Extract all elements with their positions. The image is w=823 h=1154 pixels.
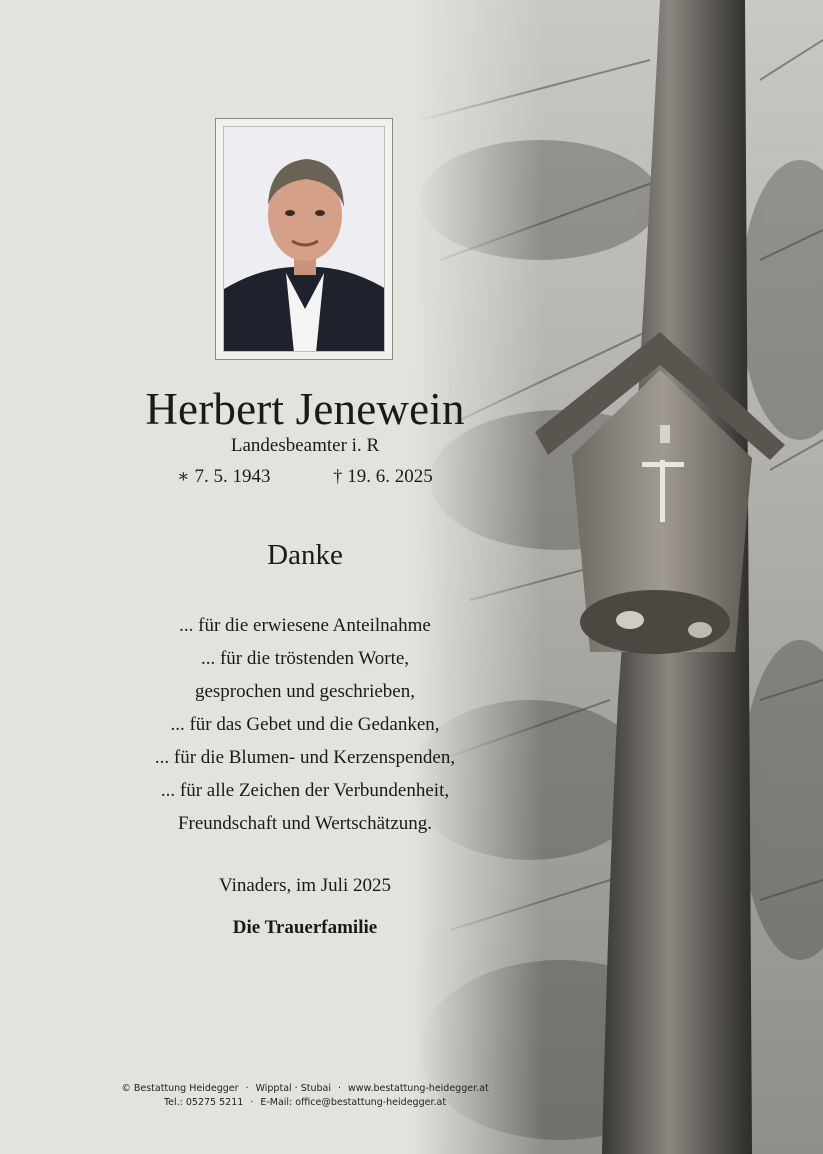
thanks-line: gesprochen und geschrieben, [194,681,415,702]
thanks-line: ... für die erwiesene Anteilnahme [179,615,431,636]
death-cross-icon: † [333,466,343,486]
deceased-occupation: Landesbeamter i. R [230,435,380,456]
signature: Die Trauerfamilie [232,917,378,938]
thanks-heading: Danke [267,539,343,571]
birth-date: 7. 5. 1943 [194,466,271,487]
thanks-line: ... für alle Zeichen der Verbundenheit, [160,780,450,801]
footer-phone: Tel.: 05275 5211 [163,1097,244,1108]
footer-line-2 [60,1096,550,1110]
thanks-line: ... für die Blumen- und Kerzenspenden, [154,747,456,768]
footer-separator: · [245,1083,249,1094]
footer-copyright: © Bestattung Heidegger [121,1083,239,1094]
birth-date-group [177,464,270,489]
death-date-group [333,464,433,489]
footer-separator: · [250,1097,254,1108]
footer-separator: · [337,1083,342,1094]
thanks-text [100,609,510,840]
place-date: Vinaders, im Juli 2025 [219,875,391,896]
birth-star-icon: ∗ [177,466,190,486]
thanks-line: ... für die tröstenden Worte, [200,648,410,669]
footer-line-1 [60,1082,550,1096]
death-date: 19. 6. 2025 [347,466,433,487]
portrait-photo [223,126,385,352]
thanks-line: Freundschaft und Wertschätzung. [177,813,433,834]
footer-website-link[interactable]: www.bestattung-heidegger.at [348,1083,489,1094]
footer-email-link[interactable]: E-Mail: office@bestattung-heidegger.at [260,1097,447,1108]
footer-region: Wipptal · Stubai [255,1083,331,1094]
portrait-frame [215,118,393,360]
thanks-line: ... für das Gebet und die Gedanken, [170,714,440,735]
deceased-name: Herbert Jenewein [145,384,465,434]
life-dates [100,464,510,489]
portrait-illustration [224,127,385,352]
